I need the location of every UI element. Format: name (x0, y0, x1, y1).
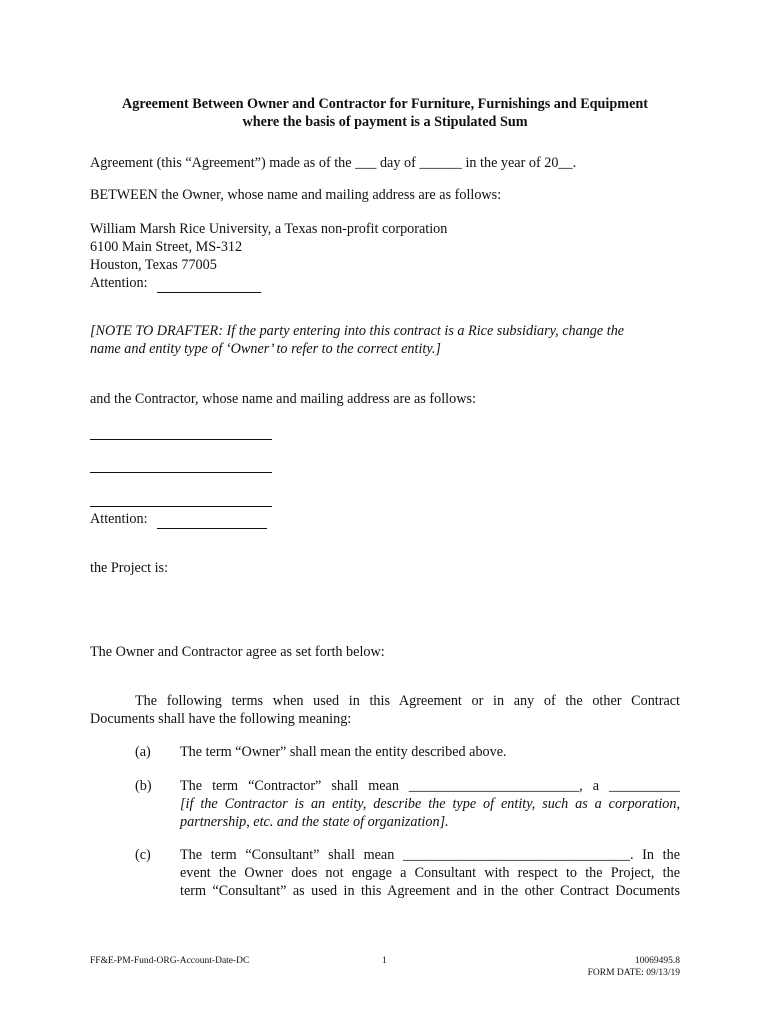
owner-attention-blank (157, 274, 261, 293)
footer-form-date: FORM DATE: 09/13/19 (587, 968, 680, 978)
contractor-blank-line-2 (90, 472, 272, 473)
footer-doc-number: 10069495.8 (634, 956, 680, 966)
between-owner-line: BETWEEN the Owner, whose name and mailing address are as follows: (90, 187, 502, 203)
drafter-note-line-2: name and entity type of ‘Owner’ to refer to the correct entity.] (90, 341, 441, 357)
definition-b-line-3: partnership, etc. and the state of organization]. (180, 814, 449, 830)
owner-street: 6100 Main Street, MS-312 (90, 239, 243, 255)
contractor-attention-label: Attention: (90, 511, 148, 527)
contractor-blank-line-3 (90, 506, 272, 507)
document-title-line-2: where the basis of payment is a Stipulated Sum (242, 114, 528, 130)
owner-attention-label: Attention: (90, 275, 148, 291)
definition-c-line-2: event the Owner does not engage a Consultant with respect to the Project, the (180, 865, 680, 881)
definitions-intro-line-2: Documents shall have the following meaning: (90, 711, 352, 727)
definition-a-text: The term “Owner” shall mean the entity described above. (180, 744, 507, 760)
definition-b-line-2: [if the Contractor is an entity, describe the type of entity, such as a corporation, (180, 796, 680, 812)
owner-name: William Marsh Rice University, a Texas non-profit corporation (90, 221, 448, 237)
contractor-blank-line-1 (90, 439, 272, 440)
project-label: the Project is: (90, 560, 169, 576)
document-title-line-1: Agreement Between Owner and Contractor for Furniture, Furnishings and Equipment (122, 96, 648, 112)
contractor-intro: and the Contractor, whose name and mailing address are as follows: (90, 391, 476, 407)
drafter-note-line-1: [NOTE TO DRAFTER: If the party entering into this contract is a Rice subsidiary, change the (90, 323, 625, 339)
owner-city: Houston, Texas 77005 (90, 257, 217, 273)
contractor-attention-blank (157, 510, 267, 529)
definition-b-line-1: The term “Contractor” shall mean ________________________, a __________ (180, 778, 680, 794)
agreement-date-line: Agreement (this “Agreement”) made as of the ___ day of ______ in the year of 20__. (90, 155, 577, 171)
definition-c-label: (c) (135, 847, 151, 863)
agree-statement: The Owner and Contractor agree as set forth below: (90, 644, 385, 660)
definition-a-label: (a) (135, 744, 151, 760)
definitions-intro-line-1: The following terms when used in this Agreement or in any of the other Contract (135, 693, 680, 709)
footer-document-code: FF&E-PM-Fund-ORG-Account-Date-DC (90, 956, 250, 966)
footer-page-number: 1 (382, 956, 387, 966)
contractor-attention (90, 510, 267, 529)
definition-c-line-1: The term “Consultant” shall mean ________________________________. In the (180, 847, 680, 863)
definition-c-line-3: term “Consultant” as used in this Agreement and in the other Contract Documents (180, 883, 680, 899)
owner-attention (90, 274, 261, 293)
definition-b-label: (b) (135, 778, 152, 794)
